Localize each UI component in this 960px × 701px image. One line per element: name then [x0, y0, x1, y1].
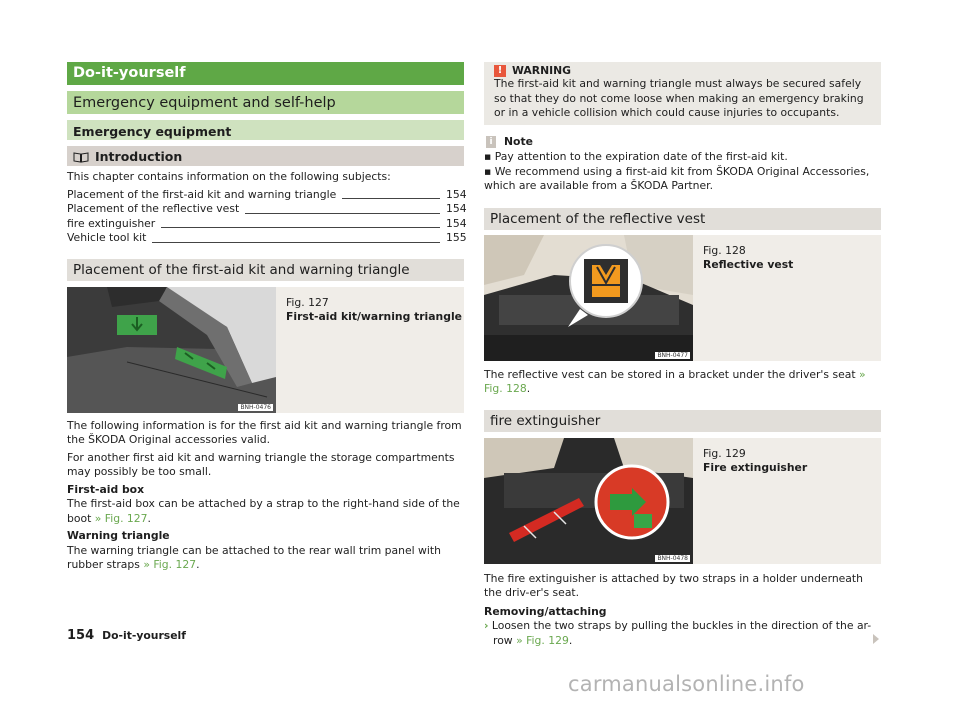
figure-title: First-aid kit/warning triangle [286, 309, 462, 323]
toc-list [67, 187, 467, 246]
figure-id: BNH-0476 [240, 403, 271, 411]
right-column [484, 62, 881, 648]
fig-127-link[interactable]: » Fig. 127 [143, 558, 197, 571]
figure-caption [276, 287, 462, 413]
note-label: Note [504, 135, 533, 148]
left-column [67, 62, 467, 573]
section-heading: Emergency equipment and self-help [67, 91, 464, 114]
figure-128 [484, 235, 881, 361]
vest-photo [484, 235, 693, 361]
figure-127 [67, 287, 464, 413]
boot-photo [67, 287, 276, 413]
figure-title: Reflective vest [703, 257, 794, 271]
toc-label: Vehicle tool kit [67, 231, 147, 244]
info-icon: i [486, 136, 496, 148]
fig-128-link[interactable]: » Fig. 128 [484, 367, 866, 395]
figure-number: Fig. 129 [703, 446, 746, 460]
figure-caption [693, 438, 807, 564]
firstaid-box-head: First-aid box [67, 482, 145, 496]
page-number: 154 [67, 628, 95, 643]
note-header [484, 135, 881, 148]
toc-page: 155 [446, 231, 467, 244]
note-item: ▪ We recommend using a first-aid kit from ŠKODA Original Accessories, which are available from a ŠKODA Partner. [484, 164, 870, 192]
page-footer [67, 628, 186, 643]
figure-title: Fire extinguisher [703, 460, 808, 474]
toc-entry[interactable] [67, 202, 467, 217]
watermark: carmanualsonline.info [568, 672, 805, 696]
toc-page: 154 [446, 187, 467, 201]
firstaid-heading: Placement of the first-aid kit and warning triangle [67, 259, 464, 281]
warning-box [484, 62, 881, 125]
extinguisher-heading: fire extinguisher [484, 410, 881, 432]
warning-triangle-para: The warning triangle can be attached to the rear wall trim panel with rubber straps » Fig. 127. [67, 543, 441, 571]
warning-icon: ! [494, 65, 506, 77]
removing-step: › Loosen the two straps by pulling the buckles in the direction of the ar-row » Fig. 129. [484, 619, 872, 647]
toc-entry[interactable] [67, 216, 467, 232]
toc-page: 154 [446, 202, 467, 215]
intro-title: Introduction [95, 148, 183, 164]
toc-page: 154 [446, 216, 467, 230]
warning-text: The first-aid kit and warning triangle must always be secured safely so that they do not come loose when making an emergency braking or in a vehicle collision which could cause injuries to occupants. [494, 77, 864, 119]
figure-129 [484, 438, 881, 564]
subsection-heading: Emergency equipment [67, 120, 464, 140]
chapter-heading: Do-it-yourself [67, 62, 464, 85]
figure-id: BNH-0477 [657, 351, 688, 359]
removing-head: Removing/attaching [484, 604, 607, 618]
figure-caption [693, 235, 793, 361]
continue-arrow-icon [873, 634, 879, 644]
vest-para: The reflective vest can be stored in a bracket under the driver's seat » Fig. 128. [484, 367, 866, 395]
firstaid-para1: The following information is for the first aid kit and warning triangle from the ŠKODA Original accessories valid. [67, 418, 462, 446]
warning-header [494, 64, 873, 77]
firstaid-para2: For another first aid kit and warning triangle the storage compartments may possibly be too small. [67, 450, 455, 478]
warning-label: WARNING [512, 64, 572, 77]
extinguisher-photo [484, 438, 693, 564]
footer-title: Do-it-yourself [102, 629, 186, 642]
extinguisher-para: The fire extinguisher is attached by two straps in a holder underneath the driv-er's seat. [484, 571, 863, 599]
fig-127-link[interactable]: » Fig. 127 [94, 511, 148, 525]
note-item: ▪ Pay attention to the expiration date of the first-aid kit. [484, 150, 788, 163]
intro-text: This chapter contains information on the following subjects: [67, 170, 391, 183]
toc-label: Placement of the first-aid kit and warning triangle [67, 187, 337, 201]
fig-129-link[interactable]: » Fig. 129 [516, 633, 569, 647]
toc-entry[interactable] [67, 231, 467, 246]
toc-label: fire extinguisher [67, 216, 156, 230]
step-arrow-icon: › [484, 619, 489, 632]
warning-triangle-head: Warning triangle [67, 529, 170, 542]
figure-number: Fig. 127 [286, 295, 329, 309]
vest-heading: Placement of the reflective vest [484, 208, 881, 230]
intro-heading [67, 146, 464, 166]
firstaid-box-para: The first-aid box can be attached by a strap to the right-hand side of the boot » Fig. 127. [67, 497, 460, 525]
figure-number: Fig. 128 [703, 243, 746, 257]
toc-entry[interactable] [67, 187, 467, 203]
book-icon [73, 151, 89, 162]
figure-id: BNH-0478 [657, 554, 688, 562]
toc-label: Placement of the reflective vest [67, 202, 240, 215]
